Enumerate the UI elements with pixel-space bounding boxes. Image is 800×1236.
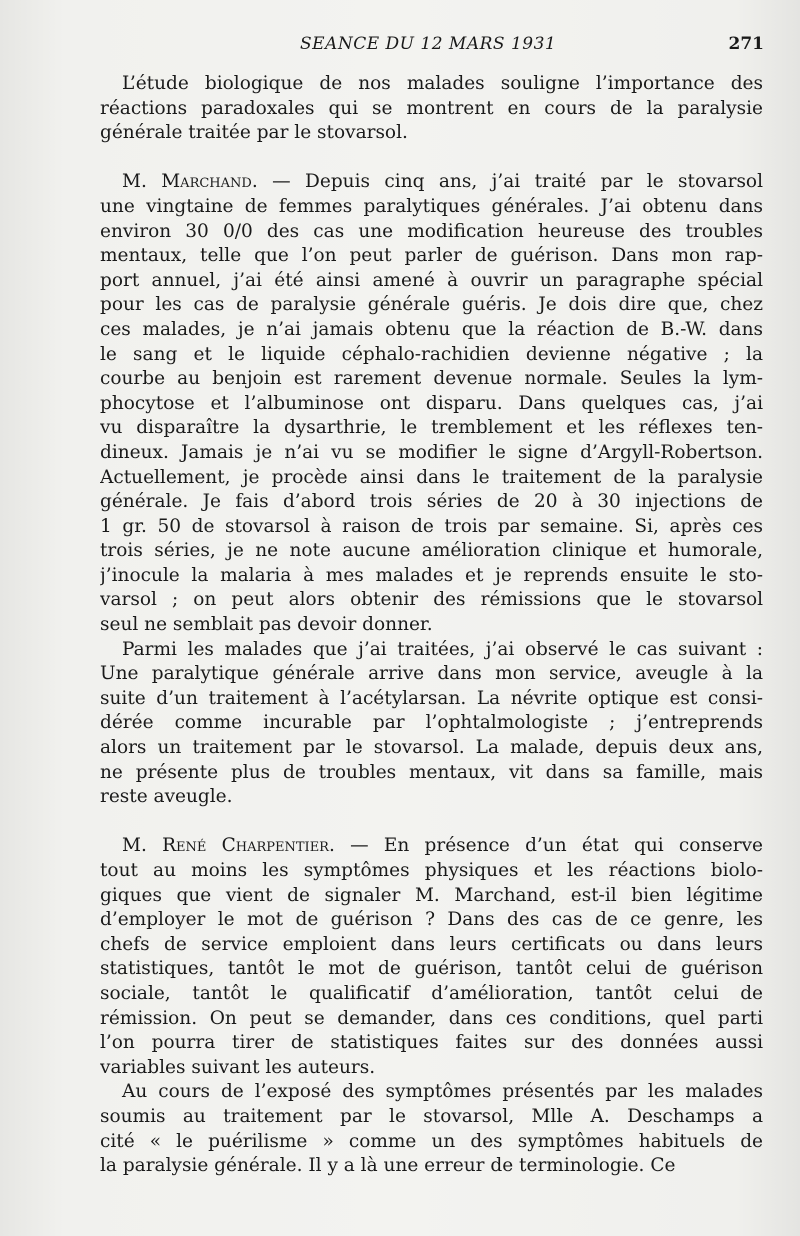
text-line	[100, 515, 763, 540]
text-line	[100, 1130, 763, 1155]
line-text: courbe au benjoin est rarement devenue normale. Seules la lym-	[100, 368, 763, 390]
line-text: chefs de service emploient dans leurs certificats ou dans leurs	[100, 933, 763, 955]
line-text: seul ne semblait pas devoir donner.	[100, 614, 433, 636]
line-text: reste aveugle.	[100, 786, 233, 808]
text-line	[100, 1105, 763, 1130]
line-text: alors un traitement par le stovarsol. La malade, depuis deux ans,	[100, 737, 763, 759]
text-line	[100, 220, 763, 245]
line-text: varsol ; on peut alors obtenir des rémissions que le stovarsol	[100, 589, 763, 611]
line-text: tout au moins les symptômes physiques et les réactions biolo-	[100, 860, 763, 881]
text-line	[100, 957, 763, 982]
text-line	[100, 367, 763, 392]
line-text: la paralysie générale. Il y a là une erreur de terminologie. Ce	[100, 1155, 676, 1177]
line-text: Une paralytique générale arrive dans mon service, aveugle à la	[100, 663, 763, 685]
line-text: le sang et le liquide céphalo-rachidien devienne négative ; la	[100, 343, 763, 365]
text-line	[100, 662, 763, 687]
line-text: Parmi les malades que j’ai traitées, j’ai observé le cas suivant :	[122, 638, 763, 660]
page-header	[100, 34, 764, 58]
line-text: mentaux, telle que l’on peut parler de guérison. Dans mon rap-	[100, 245, 763, 267]
line-text: statistiques, tantôt le mot de guérison, tantôt celui de guérison	[100, 958, 763, 980]
paragraph-gap	[100, 146, 763, 171]
text-line	[100, 441, 763, 466]
text-line	[100, 416, 763, 441]
paragraph	[100, 170, 763, 637]
line-text: — Depuis cinq ans, j’ai traité par le stovarsol	[257, 171, 763, 193]
speaker-name: M. René Charpentier.	[122, 835, 335, 857]
line-text: rémission. On peut se demander, dans ces conditions, quel parti	[100, 1007, 763, 1029]
text-line	[100, 269, 763, 294]
running-title: SEANCE DU 12 MARS 1931	[300, 34, 557, 54]
text-line	[100, 933, 763, 958]
text-line	[100, 1007, 763, 1032]
line-text: trois séries, je ne note aucune amélioration clinique et humorale,	[100, 540, 763, 562]
line-text: une vingtaine de femmes paralytiques générales. J’ai obtenu dans	[100, 195, 763, 217]
text-line	[100, 539, 763, 564]
line-text: Au cours de l’exposé des symptômes présentés par les malades	[122, 1081, 763, 1103]
line-text: — En présence d’un état qui conserve	[334, 835, 763, 857]
line-text: dérée comme incurable par l’ophtalmologiste ; j’entreprends	[100, 712, 763, 734]
text-line	[100, 244, 763, 269]
paragraph	[100, 638, 763, 810]
paragraph	[100, 72, 763, 146]
text-line	[100, 908, 763, 933]
line-text: générale. Je fais d’abord trois séries de 20 à 30 injections de	[100, 491, 763, 513]
text-line	[100, 785, 763, 810]
body-text	[100, 72, 763, 1179]
line-text: j’inocule la malaria à mes malades et je reprends ensuite le sto-	[100, 564, 763, 586]
text-line	[100, 638, 763, 663]
text-line	[100, 97, 763, 122]
text-line	[100, 736, 763, 761]
paragraph	[100, 1080, 763, 1178]
line-text: pour les cas de paralysie générale guéris. Je dois dire que, chez	[100, 294, 763, 316]
line-text: cité « le puérilisme » comme un des symptômes habituels de	[100, 1130, 763, 1152]
text-line	[100, 761, 763, 786]
line-text: L’étude biologique de nos malades souligne l’importance des	[122, 73, 763, 94]
paragraph-gap	[100, 810, 763, 835]
text-line	[100, 318, 763, 343]
text-line	[100, 613, 763, 638]
speaker-name: M. Marchand.	[122, 171, 258, 193]
text-line	[100, 1080, 763, 1105]
text-line	[100, 982, 763, 1007]
line-text: dineux. Jamais je n’ai vu se modifier le signe d’Argyll-Robertson.	[100, 441, 763, 463]
line-text: soumis au traitement par le stovarsol, Mlle A. Deschamps a	[100, 1105, 763, 1127]
text-line	[100, 859, 763, 884]
text-line	[100, 1031, 763, 1056]
line-text: sociale, tantôt le qualificatif d’amélioration, tantôt celui de	[100, 982, 763, 1004]
page-number: 271	[728, 34, 764, 54]
text-line	[100, 121, 763, 146]
text-line	[100, 72, 763, 97]
text-line	[100, 170, 763, 195]
line-text: variables suivant les auteurs.	[100, 1056, 376, 1078]
line-text: phocytose et l’albuminose ont disparu. Dans quelques cas, j’ai	[100, 392, 763, 414]
text-line	[100, 466, 763, 491]
line-text: générale traitée par le stovarsol.	[100, 122, 408, 144]
text-line	[100, 343, 763, 368]
line-text: suite d’un traitement à l’acétylarsan. La névrite optique est consi-	[100, 687, 763, 709]
text-line	[100, 884, 763, 909]
text-line	[100, 834, 763, 859]
text-line	[100, 1154, 763, 1179]
line-text: ces malades, je n’ai jamais obtenu que la réaction de B.-W. dans	[100, 318, 763, 340]
line-text: 1 gr. 50 de stovarsol à raison de trois par semaine. Si, après ces	[100, 515, 763, 537]
line-text: vu disparaître la dysarthrie, le tremblement et les réflexes ten-	[100, 417, 763, 439]
text-line	[100, 564, 763, 589]
line-text: réactions paradoxales qui se montrent en cours de la paralysie	[100, 97, 763, 119]
text-line	[100, 392, 763, 417]
text-line	[100, 1056, 763, 1081]
line-text: Actuellement, je procède ainsi dans le traitement de la paralysie	[100, 466, 763, 488]
text-line	[100, 711, 763, 736]
text-line	[100, 687, 763, 712]
line-text: l’on pourra tirer de statistiques faites sur des données aussi	[100, 1032, 763, 1054]
paragraph	[100, 834, 763, 1080]
text-line	[100, 588, 763, 613]
line-text: giques que vient de signaler M. Marchand, est-il bien légitime	[100, 884, 763, 906]
text-line	[100, 490, 763, 515]
line-text: environ 30 0/0 des cas une modification heureuse des troubles	[100, 220, 763, 242]
line-text: ne présente plus de troubles mentaux, vit dans sa famille, mais	[100, 761, 763, 783]
line-text: d’employer le mot de guérison ? Dans des cas de ce genre, les	[100, 909, 763, 931]
text-line	[100, 195, 763, 220]
text-line	[100, 293, 763, 318]
line-text: port annuel, j’ai été ainsi amené à ouvrir un paragraphe spécial	[100, 269, 763, 291]
